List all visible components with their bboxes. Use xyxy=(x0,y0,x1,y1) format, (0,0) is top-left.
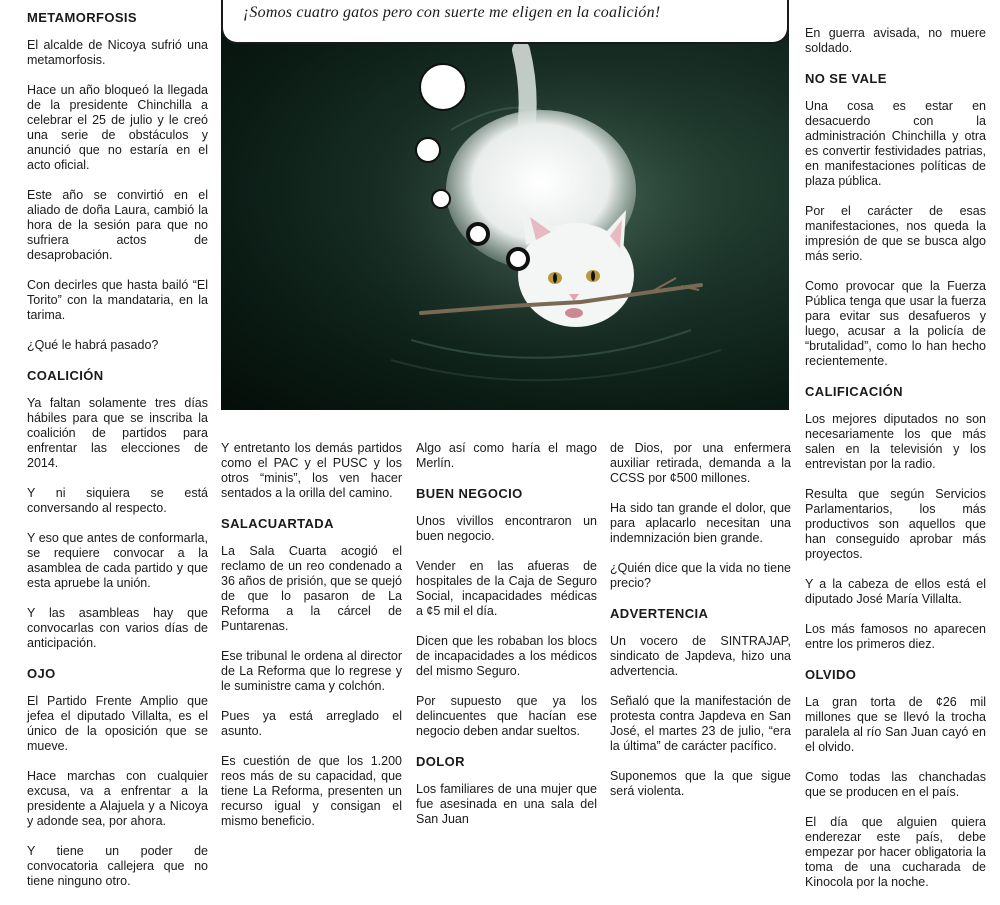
paragraph: ¿Qué le habrá pasado? xyxy=(27,338,159,352)
paragraph: Y a la cabeza de ellos está el diputado José María Villalta. xyxy=(805,577,986,606)
section-heading-salacuartada: SALACUARTADA xyxy=(221,516,334,531)
section-heading-advertencia: ADVERTENCIA xyxy=(610,606,709,621)
column-3 xyxy=(416,441,597,842)
column-2 xyxy=(221,441,402,844)
paragraph: Algo así como haría el mago Merlín. xyxy=(416,441,597,470)
paragraph: Hace marchas con cualquier excusa, va a enfrentar a la presidente a Alajuela y a Nicoya y adonde sea, por ahora. xyxy=(27,769,208,828)
section-heading-calificacion: CALIFICACIÓN xyxy=(805,384,903,399)
cat-photo xyxy=(221,10,789,410)
paragraph: de Dios, por una enfermera auxiliar retirada, demanda a la CCSS por ¢500 millones. xyxy=(610,441,791,485)
section-heading-no-se-vale: NO SE VALE xyxy=(805,71,887,86)
paragraph: Los familiares de una mujer que fue asesinada en una sala del San Juan xyxy=(416,782,597,826)
paragraph: Este año se convirtió en el aliado de doña Laura, cambió la hora de la sesión para que no sufriera actos de desaprobación. xyxy=(27,188,208,262)
paragraph: Ha sido tan grande el dolor, que para aplacarlo necesitan una indemnización bien grande. xyxy=(610,501,791,545)
paragraph: Resulta que según Servicios Parlamentarios, los más productivos son aquellos que han conseguido aprobar más proyectos. xyxy=(805,487,986,561)
paragraph: Es cuestión de que los 1.200 reos más de su capacidad, que tiene La Reforma, presenten un recurso igual y consigan el mismo beneficio. xyxy=(221,754,402,828)
paragraph: En guerra avisada, no muere soldado. xyxy=(805,26,986,55)
paragraph: Una cosa es estar en desacuerdo con la administración Chinchilla y otra es convertir festividades patrias, en manifestaciones políticas de plaza pública. xyxy=(805,99,986,188)
speech-bubble xyxy=(221,0,789,44)
section-heading-olvido: OLVIDO xyxy=(805,667,857,682)
paragraph: Y tiene un poder de convocatoria callejera que no tiene ninguno otro. xyxy=(27,844,208,888)
paragraph: La Sala Cuarta acogió el reclamo de un reo condenado a 36 años de prisión, que se quejó de que lo pasaron de La Reforma a la cárcel de Puntarenas. xyxy=(221,544,402,633)
paragraph: Por el carácter de esas manifestaciones, nos queda la impresión de que se busca algo más serio. xyxy=(805,204,986,263)
paragraph: Y entretanto los demás partidos como el PAC y el PUSC y los otros “minis”, los ven hacer sentados a la orilla del camino. xyxy=(221,441,402,500)
column-5 xyxy=(805,26,986,905)
paragraph: Hace un año bloqueó la llegada de la presidente Chinchilla a celebrar el 25 de julio y le creó una serie de obstáculos y anunció que no estaría en el acto oficial. xyxy=(27,83,208,172)
paragraph: ¿Quién dice que la vida no tiene precio? xyxy=(610,561,791,590)
paragraph: Dicen que les robaban los blocs de incapacidades a los médicos del mismo Seguro. xyxy=(416,634,597,678)
paragraph: Y ni siquiera se está conversando al respecto. xyxy=(27,486,208,515)
paragraph: Como provocar que la Fuerza Pública tenga que usar la fuerza para evitar sus desafueros y luego, acusar a la policía de “brutalidad”, como lo han hecho recientemente. xyxy=(805,279,986,368)
paragraph: Como todas las chanchadas que se producen en el país. xyxy=(805,770,986,799)
paragraph: Y las asambleas hay que convocarlas con varios días de anticipación. xyxy=(27,606,208,650)
paragraph: Por supuesto que ya los delincuentes que hacían ese negocio deben andar sueltos. xyxy=(416,694,597,738)
column-4 xyxy=(610,441,791,814)
paragraph: Vender en las afueras de hospitales de la Caja de Seguro Social, incapacidades médicas a ¢5 mil el día. xyxy=(416,559,597,618)
section-heading-ojo: OJO xyxy=(27,666,56,681)
paragraph: Unos vivillos encontraron un buen negocio. xyxy=(416,514,597,543)
paragraph: Y eso que antes de conformarla, se requiere convocar a la asamblea de cada partido y que esta apruebe la unión. xyxy=(27,531,208,590)
paragraph: Los mejores diputados no son necesariamente los que más salen en la televisión y los entrevistan por la radio. xyxy=(805,412,986,471)
paragraph: El día que alguien quiera enderezar este país, debe empezar por hacer obligatoria la toma de una cucharada de Kinocola por la noche. xyxy=(805,815,986,889)
paragraph: Señaló que la manifestación de protesta contra Japdeva en San José, el martes 23 de julio, “era la última” de carácter pacífico. xyxy=(610,694,791,753)
section-heading-dolor: DOLOR xyxy=(416,754,465,769)
paragraph: Pues ya está arreglado el asunto. xyxy=(221,709,402,738)
paragraph: El Partido Frente Amplio que jefea el diputado Villalta, es el único de la oposición que se mueve. xyxy=(27,694,208,753)
paragraph: Ese tribunal le ordena al director de La Reforma que lo regrese y le suministre cama y colchón. xyxy=(221,649,402,693)
paragraph: Ya faltan solamente tres días hábiles para que se inscriba la coalición de partidos para enfrentar las elecciones de 2014. xyxy=(27,396,208,470)
cat-illustration xyxy=(221,10,789,410)
section-heading-metamorfosis: METAMORFOSIS xyxy=(27,10,137,25)
paragraph: Con decirles que hasta bailó “El Torito” con la mandataria, en la tarima. xyxy=(27,278,208,322)
paragraph: La gran torta de ¢26 mil millones que se llevó la trocha paralela al río San Juan cayó en el olvido. xyxy=(805,695,986,754)
column-1 xyxy=(27,10,208,904)
paragraph: El alcalde de Nicoya sufrió una metamorfosis. xyxy=(27,38,208,67)
paragraph: Los más famosos no aparecen entre los primeros diez. xyxy=(805,622,986,651)
section-heading-buen-negocio: BUEN NEGOCIO xyxy=(416,486,523,501)
section-heading-coalicion: COALICIÓN xyxy=(27,368,104,383)
speech-bubble-text: ¡Somos cuatro gatos pero con suerte me eligen en la coalición! xyxy=(243,4,661,21)
paragraph: Un vocero de SINTRAJAP, sindicato de Japdeva, hizo una advertencia. xyxy=(610,634,791,678)
paragraph: Suponemos que la que sigue será violenta. xyxy=(610,769,791,798)
